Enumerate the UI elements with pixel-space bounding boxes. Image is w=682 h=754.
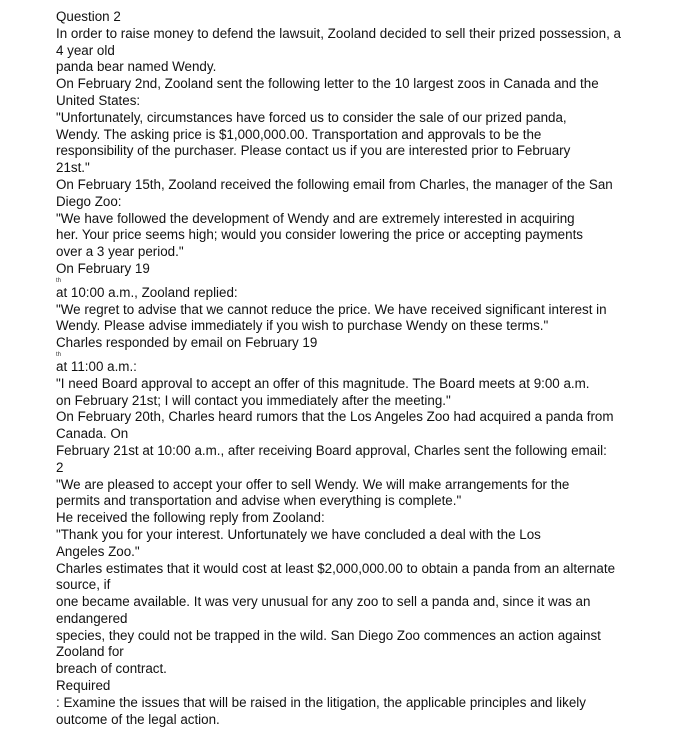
text-line: On February 19 [56,260,150,276]
question-heading: Question 2 [56,9,121,24]
text-line: Zooland for [56,644,124,660]
text-line: Canada. On [56,426,129,442]
text-line: On February 20th, Charles heard rumors that the Los Angeles Zoo had acquired a panda from [56,409,614,425]
text-line: endangered [56,610,128,626]
text-line: at 10:00 a.m., Zooland replied: [56,284,238,300]
text-line: breach of contract. [56,661,167,677]
text-line: over a 3 year period." [56,244,184,260]
text-line: He received the following reply from Zooland: [56,510,325,526]
text-line: "We regret to advise that we cannot reduce the price. We have received significant interest in [56,301,607,317]
text-line: Charles responded by email on February 19 [56,335,318,351]
text-line: Wendy. Please advise immediately if you wish to purchase Wendy on these terms." [56,318,549,334]
text-line: her. Your price seems high; would you consider lowering the price or accepting payments [56,227,583,243]
text-line: permits and transportation and advise when everything is complete." [56,493,462,509]
required-heading: Required [56,678,111,694]
text-line: On February 15th, Zooland received the following email from Charles, the manager of the San [56,176,613,192]
text-line: responsibility of the purchaser. Please contact us if you are interested prior to February [56,143,571,159]
superscript-th: th [56,277,62,284]
text-line: "We are pleased to accept your offer to sell Wendy. We will make arrangements for the [56,476,570,492]
text-line: panda bear named Wendy. [56,59,217,75]
document-body [56,9,646,728]
text-line: Charles estimates that it would cost at least $2,000,000.00 to obtain a panda from an alternate [56,560,616,576]
text-line: On February 2nd, Zooland sent the following letter to the 10 largest zoos in Canada and the [56,76,599,92]
text-line: 4 year old [56,42,115,58]
text-line: one became available. It was very unusual for any zoo to sell a panda and, since it was an [56,594,591,610]
text-line: Angeles Zoo." [56,543,140,559]
text-line: "We have followed the development of Wendy and are extremely interested in acquiring [56,210,575,226]
text-line: outcome of the legal action. [56,711,220,727]
text-line: United States: [56,92,141,108]
text-line: In order to raise money to defend the lawsuit, Zooland decided to sell their prized possession, a [56,25,621,41]
text-line: at 11:00 a.m.: [56,358,137,374]
superscript-th: th [56,351,62,358]
text-line: : Examine the issues that will be raised in the litigation, the applicable principles and likely [56,694,586,710]
text-line: source, if [56,577,111,593]
text-line: Wendy. The asking price is $1,000,000.00. Transportation and approvals to be the [56,126,542,142]
text-line: "I need Board approval to accept an offer of this magnitude. The Board meets at 9:00 a.m. [56,375,590,391]
text-line: Diego Zoo: [56,193,122,209]
text-line: "Thank you for your interest. Unfortunately we have concluded a deal with the Los [56,526,541,542]
text-line: species, they could not be trapped in the wild. San Diego Zoo commences an action against [56,627,601,643]
text-line: 21st." [56,160,90,176]
text-line: on February 21st; I will contact you immediately after the meeting." [56,392,451,408]
text-line: "Unfortunately, circumstances have forced us to consider the sale of our prized panda, [56,109,567,125]
page-number: 2 [56,459,64,475]
text-line: February 21st at 10:00 a.m., after receiving Board approval, Charles sent the following email: [56,442,607,458]
